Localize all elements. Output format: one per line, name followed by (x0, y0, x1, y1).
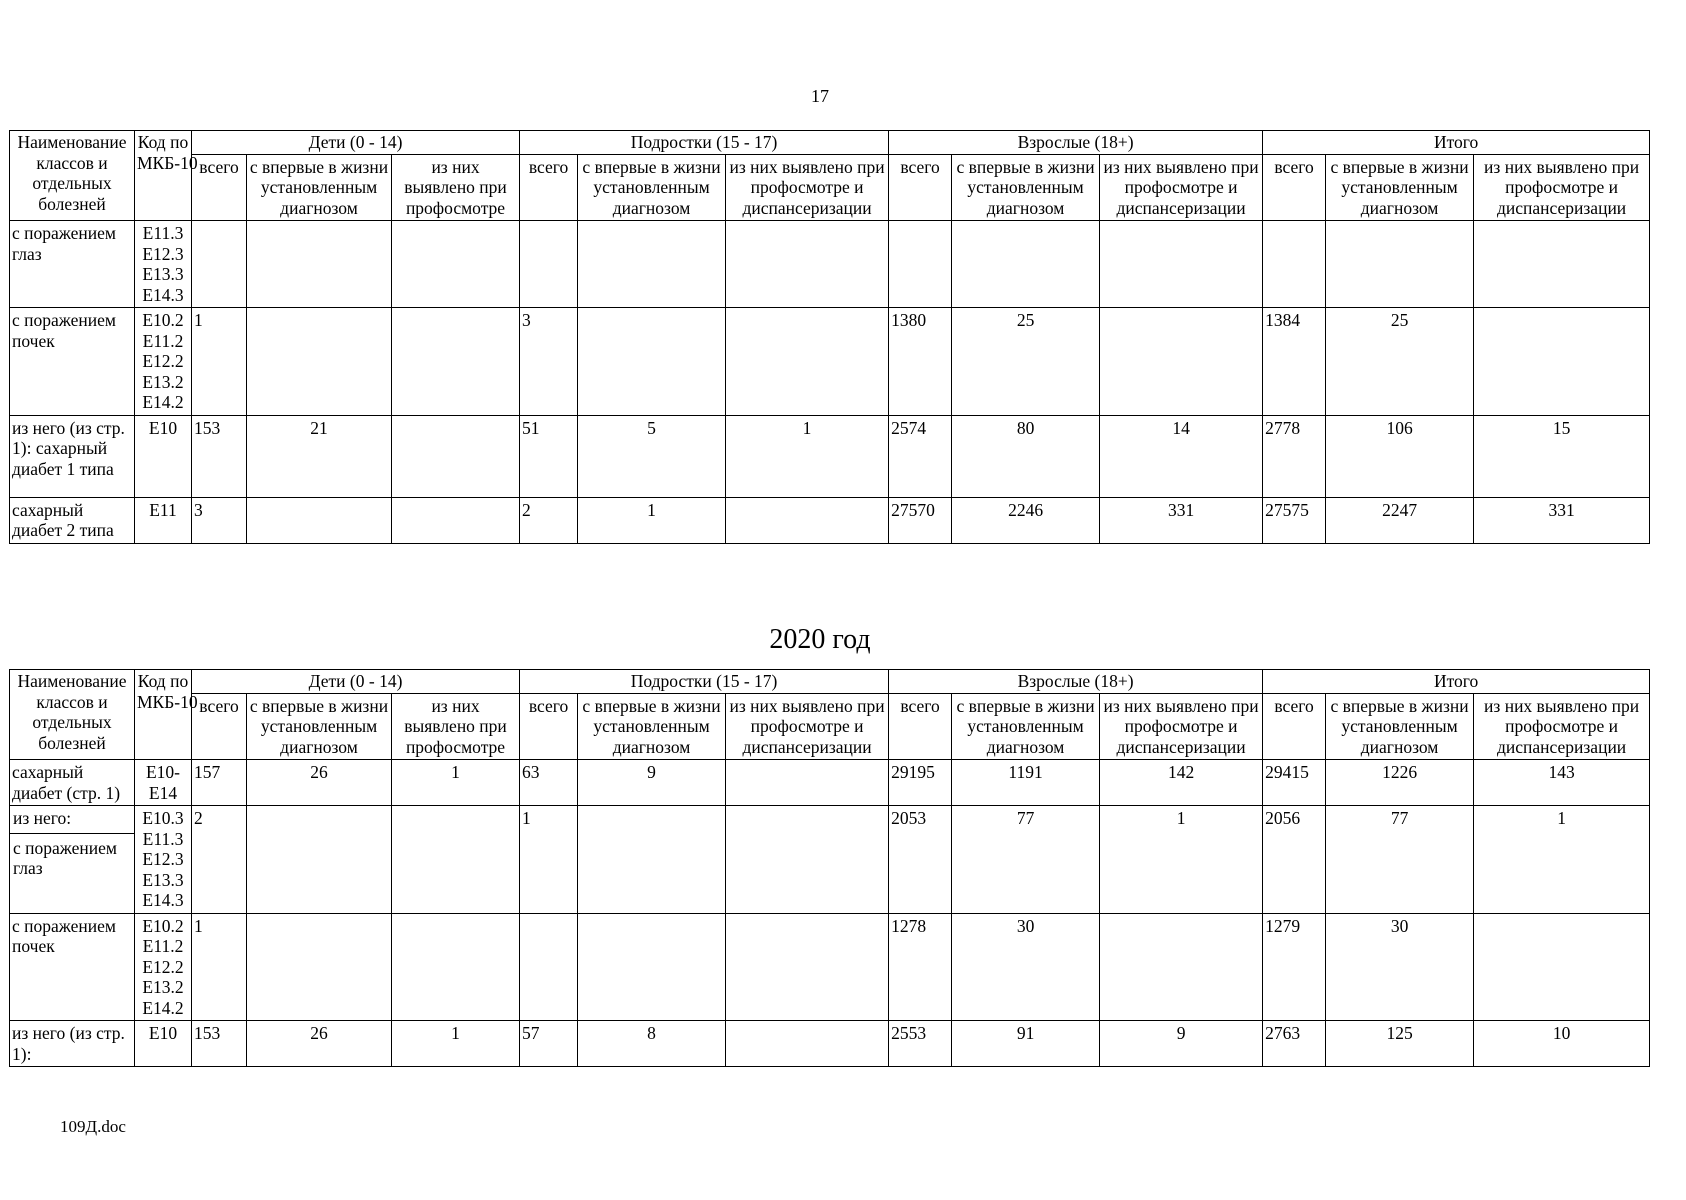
header-sum-total: всего (1263, 154, 1326, 221)
value-cell: 25 (1326, 308, 1474, 416)
header-code: Код по МКБ-10 (135, 670, 192, 760)
header-children: Дети (0 - 14) (192, 670, 520, 694)
icd-code: E11.3 (142, 828, 184, 849)
value-cell (520, 221, 578, 308)
value-cell (247, 806, 392, 914)
row-name: с поражением глаз (13, 837, 117, 878)
header-code: Код по МКБ-10 (135, 131, 192, 221)
value-cell: 15 (1474, 415, 1650, 497)
icd-code: E10.2 (142, 915, 184, 936)
header-teens-detected: из них выявлено при профосмотре и диспансеризации (726, 154, 889, 221)
row-name-cell: сахарный диабет 2 типа (10, 497, 135, 543)
table-row (10, 497, 1650, 543)
icd-code: E11 (149, 499, 177, 520)
header-children-first: с впервые в жизни установленным диагнозом (247, 154, 392, 221)
value-cell: 2053 (889, 806, 952, 914)
value-cell (392, 497, 520, 543)
icd-code: E14.3 (142, 284, 184, 305)
value-cell (247, 913, 392, 1021)
value-cell: 27570 (889, 497, 952, 543)
value-cell: 91 (952, 1021, 1100, 1067)
header-adults-total: всего (889, 693, 952, 760)
value-cell: 153 (192, 1021, 247, 1067)
icd-code: E13.2 (142, 371, 184, 392)
value-cell: 26 (247, 1021, 392, 1067)
value-cell: 1 (1100, 806, 1263, 914)
icd-code: E11.2 (142, 936, 184, 956)
value-cell: 1 (392, 1021, 520, 1067)
value-cell (392, 415, 520, 497)
icd-code: E12.3 (142, 849, 184, 869)
value-cell: 30 (1326, 913, 1474, 1021)
header-children-total: всего (192, 154, 247, 221)
value-cell (1326, 221, 1474, 308)
icd-code-cell (135, 913, 192, 1021)
value-cell: 2574 (889, 415, 952, 497)
header-adults-detected: из них выявлено при профосмотре и диспансеризации (1100, 693, 1263, 760)
value-cell: 14 (1100, 415, 1263, 497)
icd-code-cell (135, 497, 192, 543)
value-cell (1474, 913, 1650, 1021)
table-row (10, 760, 1650, 806)
value-cell: 1384 (1263, 308, 1326, 416)
header-adults-total: всего (889, 154, 952, 221)
value-cell (247, 221, 392, 308)
header-adults-first: с впервые в жизни установленным диагнозом (952, 693, 1100, 760)
value-cell: 1 (1474, 806, 1650, 914)
value-cell: 1 (726, 415, 889, 497)
value-cell: 125 (1326, 1021, 1474, 1067)
value-cell: 29415 (1263, 760, 1326, 806)
value-cell: 3 (192, 497, 247, 543)
value-cell: 1 (578, 497, 726, 543)
value-cell: 29195 (889, 760, 952, 806)
header-sum-first: с впервые в жизни установленным диагнозом (1326, 154, 1474, 221)
table-row (10, 913, 1650, 1021)
icd-code: E10.2 (142, 310, 184, 330)
value-cell: 10 (1474, 1021, 1650, 1067)
table-row (10, 1021, 1650, 1067)
value-cell (726, 308, 889, 416)
value-cell: 63 (520, 760, 578, 806)
value-cell (726, 497, 889, 543)
value-cell: 2056 (1263, 806, 1326, 914)
row-name-cell: с поражением почек (10, 308, 135, 416)
value-cell: 51 (520, 415, 578, 497)
header-children: Дети (0 - 14) (192, 131, 520, 155)
value-cell: 30 (952, 913, 1100, 1021)
table-row (10, 806, 1650, 914)
value-cell: 77 (952, 806, 1100, 914)
icd-code-cell (135, 221, 192, 308)
value-cell: 2247 (1326, 497, 1474, 543)
value-cell: 57 (520, 1021, 578, 1067)
icd-code-cell (135, 415, 192, 497)
value-cell: 21 (247, 415, 392, 497)
icd-code: E14.3 (142, 890, 184, 910)
header-name: Наименование классов и отдельных болезней (10, 131, 135, 221)
header-teens-detected: из них выявлено при профосмотре и диспансеризации (726, 693, 889, 760)
value-cell: 153 (192, 415, 247, 497)
icd-code: E13.3 (142, 264, 184, 284)
header-sum-total: всего (1263, 693, 1326, 760)
table-header (10, 131, 1650, 221)
header-teens: Подростки (15 - 17) (520, 670, 889, 694)
header-total-group: Итого (1263, 131, 1650, 155)
value-cell: 157 (192, 760, 247, 806)
icd-code-cell (135, 806, 192, 914)
header-total-group: Итого (1263, 670, 1650, 694)
value-cell (578, 221, 726, 308)
icd-code-cell (135, 308, 192, 416)
header-sum-detected: из них выявлено при профосмотре и диспансеризации (1474, 693, 1650, 760)
value-cell: 77 (1326, 806, 1474, 914)
header-adults-detected: из них выявлено при профосмотре и диспансеризации (1100, 154, 1263, 221)
row-name-prefix: из него: (10, 806, 134, 834)
value-cell: 27575 (1263, 497, 1326, 543)
table-row (10, 221, 1650, 308)
icd-code: E10 (148, 1023, 178, 1043)
value-cell: 2 (520, 497, 578, 543)
icd-code: E11.3 (142, 223, 184, 243)
header-children-first: с впервые в жизни установленным диагнозом (247, 693, 392, 760)
value-cell (520, 913, 578, 1021)
icd-code: E14 (148, 782, 178, 803)
value-cell: 1 (392, 760, 520, 806)
icd-code: E10.3 (142, 808, 184, 828)
header-teens: Подростки (15 - 17) (520, 131, 889, 155)
value-cell: 2 (192, 806, 247, 914)
header-sum-first: с впервые в жизни установленным диагнозом (1326, 693, 1474, 760)
value-cell (392, 308, 520, 416)
header-children-detected: из них выявлено при профосмотре (392, 693, 520, 760)
header-teens-total: всего (520, 693, 578, 760)
value-cell: 1279 (1263, 913, 1326, 1021)
icd-code-cell (135, 1021, 192, 1067)
value-cell (726, 1021, 889, 1067)
icd-code: E13.3 (142, 869, 184, 890)
value-cell (247, 308, 392, 416)
value-cell (1474, 221, 1650, 308)
icd-code: E10- (145, 762, 181, 782)
icd-code: E12.2 (142, 956, 184, 977)
header-children-detected: из них выявлено при профосмотре (392, 154, 520, 221)
value-cell: 2553 (889, 1021, 952, 1067)
header-name: Наименование классов и отдельных болезней (10, 670, 135, 760)
header-teens-total: всего (520, 154, 578, 221)
value-cell: 1 (520, 806, 578, 914)
icd-code: E12.2 (142, 351, 184, 371)
row-name-cell: из него (из стр. 1): (10, 1021, 135, 1067)
value-cell (1100, 913, 1263, 1021)
value-cell (726, 806, 889, 914)
value-cell (1474, 308, 1650, 416)
value-cell: 1 (192, 308, 247, 416)
icd-code: E13.2 (142, 977, 184, 997)
header-adults-first: с впервые в жизни установленным диагнозом (952, 154, 1100, 221)
table-body (10, 221, 1650, 544)
value-cell (726, 913, 889, 1021)
value-cell (889, 221, 952, 308)
morbidity-table-2 (9, 669, 1650, 1067)
value-cell: 1226 (1326, 760, 1474, 806)
table-header (10, 670, 1650, 760)
value-cell: 25 (952, 308, 1100, 416)
value-cell: 80 (952, 415, 1100, 497)
value-cell (1263, 221, 1326, 308)
page-number: 17 (811, 86, 829, 106)
value-cell (1100, 308, 1263, 416)
value-cell: 8 (578, 1021, 726, 1067)
value-cell (952, 221, 1100, 308)
value-cell (392, 806, 520, 914)
value-cell: 5 (578, 415, 726, 497)
row-name-cell: из него (из стр. 1): сахарный диабет 1 типа (10, 415, 135, 497)
value-cell (392, 221, 520, 308)
header-teens-first: с впервые в жизни установленным диагнозом (578, 693, 726, 760)
value-cell (392, 913, 520, 1021)
value-cell: 2246 (952, 497, 1100, 543)
table-body (10, 760, 1650, 1067)
value-cell: 26 (247, 760, 392, 806)
value-cell (578, 913, 726, 1021)
icd-code: E11.2 (142, 330, 184, 351)
value-cell: 1380 (889, 308, 952, 416)
icd-code: E12.3 (142, 243, 184, 264)
icd-code: E14.2 (142, 392, 184, 412)
year-heading: 2020 год (769, 624, 871, 655)
header-teens-first: с впервые в жизни установленным диагнозом (578, 154, 726, 221)
value-cell (192, 221, 247, 308)
table-row (10, 308, 1650, 416)
value-cell: 331 (1100, 497, 1263, 543)
value-cell: 9 (578, 760, 726, 806)
icd-code-cell (135, 760, 192, 806)
footer-filename: 109Д.doc (60, 1117, 126, 1136)
row-name-cell: сахарный диабет (стр. 1) (10, 760, 135, 806)
morbidity-table-1 (9, 130, 1650, 544)
value-cell: 1191 (952, 760, 1100, 806)
value-cell (578, 308, 726, 416)
value-cell (1100, 221, 1263, 308)
header-adults: Взрослые (18+) (889, 131, 1263, 155)
value-cell: 1 (192, 913, 247, 1021)
value-cell (247, 497, 392, 543)
header-children-total: всего (192, 693, 247, 760)
value-cell: 2763 (1263, 1021, 1326, 1067)
value-cell: 331 (1474, 497, 1650, 543)
header-sum-detected: из них выявлено при профосмотре и диспансеризации (1474, 154, 1650, 221)
row-name-cell (10, 806, 135, 914)
value-cell: 3 (520, 308, 578, 416)
icd-code: E10 (148, 417, 178, 438)
icd-code: E14.2 (142, 997, 184, 1018)
row-name-cell: с поражением глаз (10, 221, 135, 308)
value-cell (578, 806, 726, 914)
value-cell: 143 (1474, 760, 1650, 806)
header-adults: Взрослые (18+) (889, 670, 1263, 694)
value-cell: 106 (1326, 415, 1474, 497)
row-name-cell: с поражением почек (10, 913, 135, 1021)
value-cell: 1278 (889, 913, 952, 1021)
table-row (10, 415, 1650, 497)
value-cell (726, 221, 889, 308)
value-cell: 9 (1100, 1021, 1263, 1067)
value-cell: 2778 (1263, 415, 1326, 497)
value-cell: 142 (1100, 760, 1263, 806)
value-cell (726, 760, 889, 806)
